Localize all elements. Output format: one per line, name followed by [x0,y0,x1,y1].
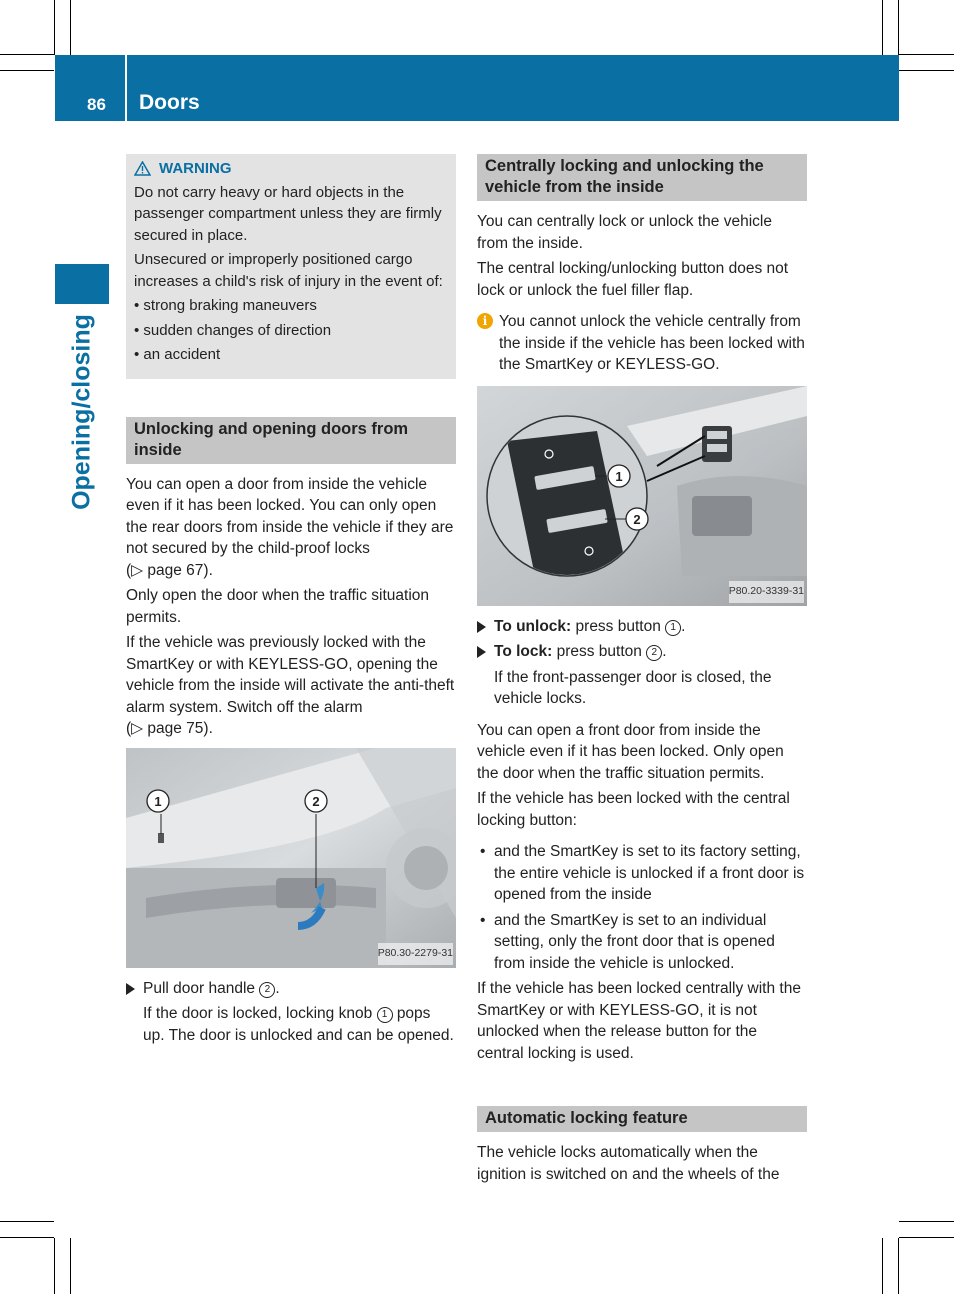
step-result: If the front-passenger door is closed, the vehicle locks. [494,668,772,707]
section-heading: Automatic locking feature [477,1106,807,1132]
list-item: • and the SmartKey is set to an individual setting, only the front door that is opened from inside the vehicle is unlocked. [477,910,807,975]
crop-mark [0,1221,54,1222]
instruction-step [126,978,456,1000]
warning-paragraph: Do not carry heavy or hard objects in the passenger compartment unless they are firmly secured in place. [134,183,442,244]
crop-mark [899,1237,954,1238]
body-paragraph [126,474,456,582]
body-text: You can open a door from inside the vehicle even if it has been locked. You can only open the rear doors from inside the vehicle if they are not secured by the child-proof locks [126,475,454,557]
central-locking-figure [477,386,807,606]
crop-mark [898,0,899,55]
door-handle-figure [126,748,456,968]
step-arrow-icon [477,616,488,638]
body-paragraph: If the vehicle has been locked centrally with the SmartKey or with KEYLESS-GO, it is not unlocked when the release button for the central locking is used. [477,980,801,1062]
instruction-step: To unlock: press button 1 . [477,616,807,638]
instruction-step: To lock: press button 2 . [477,641,807,663]
crop-mark [899,54,954,55]
step-result-text: pops up. The door is unlocked and can be opened. [143,1005,454,1044]
info-note-text: You cannot unlock the vehicle centrally from the inside if the vehicle has been locked with the SmartKey or KEYLESS-GO. [499,313,805,373]
body-paragraph: You can open a front door from inside the vehicle even if it has been locked. Only open the door when the traffic situation permits. [477,721,784,782]
body-paragraph [126,632,456,740]
locking-buttons-illustration [477,386,807,606]
step-result [126,1003,456,1046]
warning-list-item: • sudden changes of direction [134,321,332,339]
warning-list-item: • an accident [134,346,221,363]
warning-list-item-text: an accident [143,346,221,363]
step-text: . [275,979,280,997]
page-title: Doors [139,91,200,114]
crop-mark [882,0,883,55]
callout-2-label: 2 [312,793,320,809]
info-icon: i [477,313,493,329]
warning-title-text: WARNING [159,160,232,177]
crop-mark [882,1238,883,1294]
list-item-text: and the SmartKey is set to an individual setting, only the front door that is opened from inside the vehicle is unlocked. [494,911,775,972]
body-paragraph: The vehicle locks automatically when the ignition is switched on and the wheels of the [477,1144,780,1183]
warning-list-item-text: sudden changes of direction [143,321,332,339]
body-paragraph: If the vehicle has been locked with the central locking button: [477,790,790,829]
crop-mark [70,0,71,55]
crop-mark [899,1221,954,1222]
crop-mark [898,1238,899,1294]
figure-code: P80.20-3339-31 [729,581,804,603]
door-interior-illustration [126,748,456,968]
body-paragraph: Only open the door when the traffic situation permits. [126,587,430,626]
warning-list-item: • strong braking maneuvers [134,297,317,314]
callout-1-icon: 1 [377,1007,393,1023]
body-paragraph: The central locking/unlocking button does not lock or unlock the fuel filler flap. [477,260,789,299]
warning-list [134,295,448,366]
warning-list-item-text: strong braking maneuvers [143,297,317,314]
callout-1-icon: 1 [665,620,681,636]
page-number: 86 [87,95,106,114]
body-paragraph: You can centrally lock or unlock the vehicle from the inside. [477,213,772,252]
step-text: Pull door handle [143,979,256,997]
crop-mark [54,1238,55,1294]
page-header [55,55,899,121]
callout-2-icon: 2 [259,982,275,998]
step-arrow-icon [477,641,488,663]
step-arrow-icon [126,978,137,1000]
callout-1-label: 1 [615,468,623,484]
warning-box [126,154,456,379]
info-note [477,311,807,376]
list-item-text: and the SmartKey is set to its factory setting, the entire vehicle is unlocked if a front door is opened from the inside [494,843,805,903]
warning-title [134,158,448,180]
section-heading: Unlocking and opening doors from inside [126,417,456,464]
header-divider [125,55,127,121]
step-label: To lock: [494,643,553,660]
chapter-tab-marker [55,264,109,304]
body-text: If the vehicle was previously locked with the SmartKey or with KEYLESS-GO, opening the vehicle from the inside will activate the anti-theft alarm system. Switch off the alarm [126,634,455,716]
crop-mark [70,1238,71,1294]
warning-triangle-icon [134,161,151,176]
callout-2-label: 2 [633,511,641,527]
chapter-side-label: Opening/closing [67,314,96,510]
list-item: • and the SmartKey is set to its factory setting, the entire vehicle is unlocked if a front door is opened from the inside [477,841,807,906]
right-column [477,154,807,1189]
warning-paragraph: Unsecured or improperly positioned cargo increases a child's risk of injury in the event of: [134,251,443,290]
section-heading: Centrally locking and unlocking the vehicle from the inside [477,154,807,201]
crop-mark [54,0,55,55]
callout-1-label: 1 [154,793,162,809]
crop-mark [0,54,54,55]
step-label: To unlock: [494,617,572,635]
callout-2-icon: 2 [646,645,662,661]
crop-mark [899,70,954,71]
left-column [126,154,456,1050]
page-reference-link[interactable]: (▷ page 75). [126,720,213,737]
step-result-text: If the door is locked, locking knob [143,1005,373,1022]
crop-mark [0,1237,54,1238]
step-text: press button [556,643,642,660]
figure-code: P80.30-2279-31 [378,943,453,965]
step-text: press button [575,617,661,635]
page-reference-link[interactable]: (▷ page 67). [126,561,213,579]
crop-mark [0,70,54,71]
